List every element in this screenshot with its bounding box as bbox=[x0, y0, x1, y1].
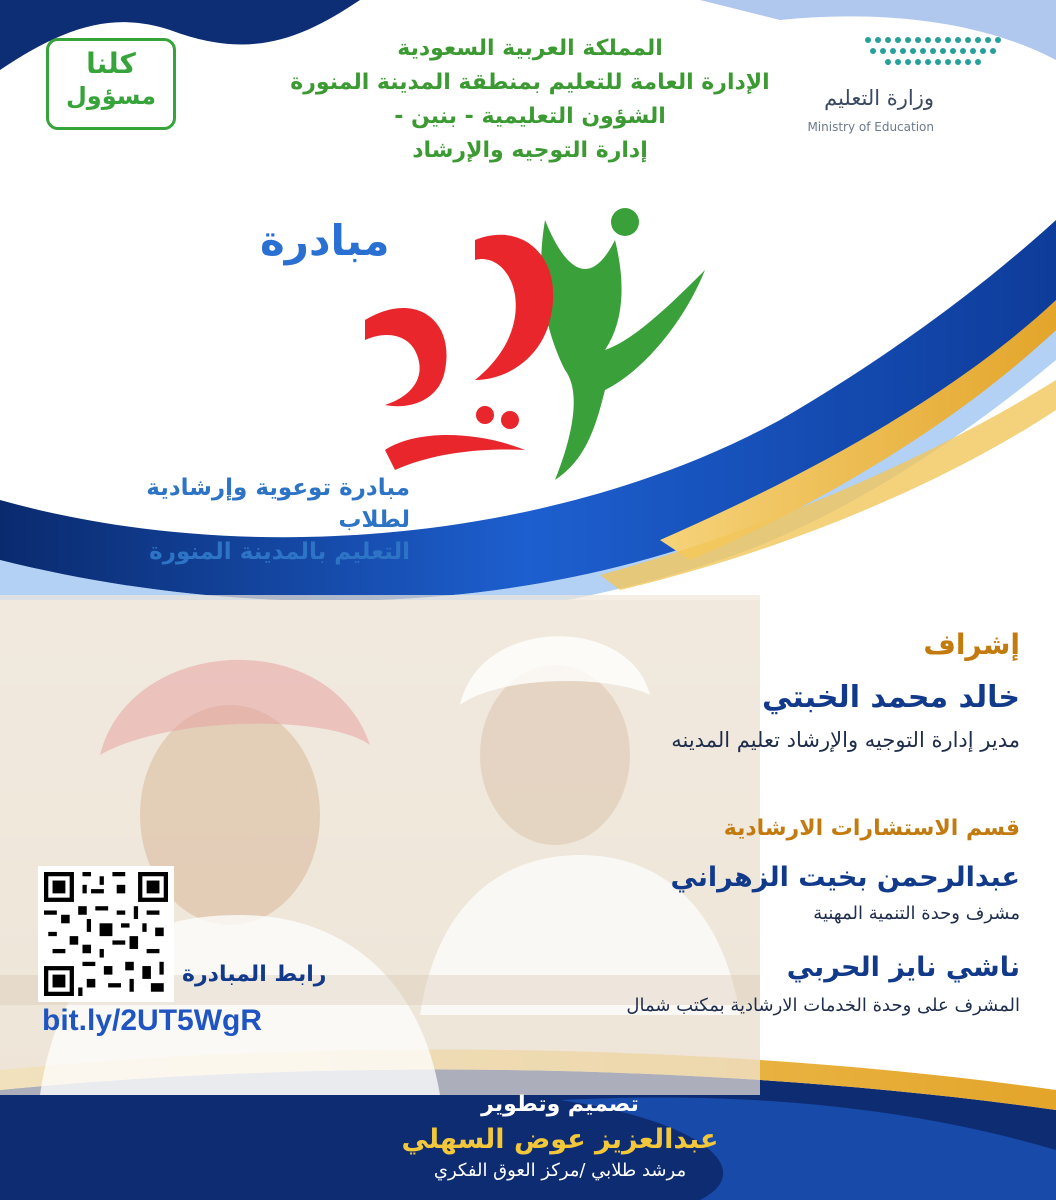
kulna-logo-line2: مسؤول bbox=[65, 82, 157, 110]
designer-name: عبدالعزيز عوض السهلي bbox=[401, 1124, 719, 1155]
initiative-link-url[interactable]: bit.ly/2UT5WgR bbox=[42, 1004, 263, 1037]
header-line-department: إدارة التوجيه والإرشاد bbox=[412, 138, 648, 163]
initiative-logo bbox=[325, 180, 725, 490]
member-name: ناشي نايز الحربي bbox=[786, 952, 1020, 983]
department-label: قسم الاستشارات الارشادية bbox=[723, 816, 1020, 841]
kulna-logo-line1: كلنا bbox=[86, 47, 136, 80]
subtitle-line2: التعليم بالمدينة المنورة bbox=[149, 539, 410, 565]
member-title: مشرف وحدة التنمية المهنية bbox=[813, 903, 1020, 924]
header-line-affairs: الشؤون التعليمية - بنين - bbox=[394, 104, 666, 129]
ministry-logo bbox=[800, 28, 1036, 134]
initiative-link-label: رابط المبادرة bbox=[182, 962, 327, 987]
header-text bbox=[250, 32, 810, 168]
header-line-country: المملكة العربية السعودية bbox=[397, 36, 663, 61]
initiative-subtitle bbox=[100, 472, 410, 568]
member-name: عبدالرحمن بخيت الزهراني bbox=[670, 862, 1020, 893]
ministry-name-ar: وزارة التعليم bbox=[824, 86, 934, 110]
qr-code-icon[interactable] bbox=[38, 866, 174, 1002]
supervisor-name: خالد محمد الخبتي bbox=[761, 680, 1020, 715]
supervision-label: إشراف bbox=[923, 628, 1020, 661]
design-credit-label: تصميم وتطوير bbox=[481, 1092, 639, 1117]
kulna-masool-logo bbox=[46, 38, 176, 130]
header-line-directorate: الإدارة العامة للتعليم بمنطقة المدينة المنورة bbox=[290, 70, 770, 95]
designer-title: مرشد طلابي /مركز العوق الفكري bbox=[433, 1160, 687, 1181]
supervisor-title: مدير إدارة التوجيه والإرشاد تعليم المدينه bbox=[671, 728, 1020, 752]
qr-code-graphic bbox=[44, 872, 168, 996]
initiative-word: مبادرة bbox=[260, 216, 390, 265]
member-title: المشرف على وحدة الخدمات الارشادية بمكتب شمال bbox=[626, 995, 1020, 1016]
ministry-name-en: Ministry of Education bbox=[807, 120, 934, 134]
subtitle-line1: مبادرة توعوية وإرشادية لطلاب bbox=[146, 475, 410, 533]
ministry-dots-icon bbox=[860, 30, 1010, 72]
